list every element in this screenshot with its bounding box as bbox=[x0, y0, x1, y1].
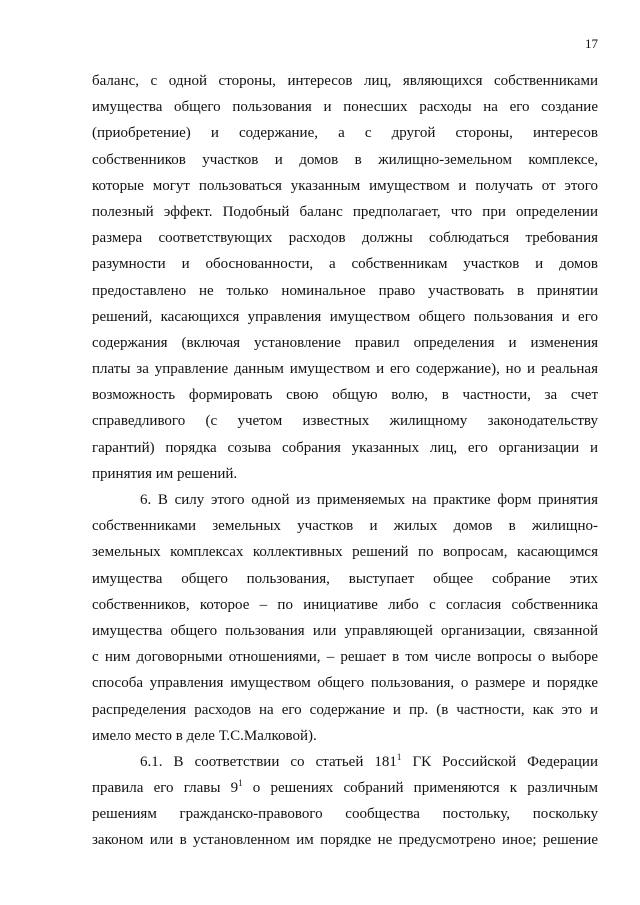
text-line: баланс, с одной стороны, интересов лиц, являющихся собственниками bbox=[92, 73, 598, 89]
text-line: имело место в деле Т.С.Малковой). bbox=[92, 727, 317, 744]
text-line: решениям гражданско-правового сообщества постольку, поскольку bbox=[92, 806, 598, 823]
document-body bbox=[92, 68, 598, 854]
text-line: собственников участков и домов в жилищно-земельном комплексе, bbox=[92, 151, 598, 168]
text-line: способа управления имуществом общего пользования, о размере и порядке bbox=[92, 675, 598, 692]
text-line: содержания (включая установление правил определения и изменения bbox=[92, 334, 598, 351]
paragraph-6 bbox=[92, 487, 598, 749]
text-line: земельных комплексах коллективных решений по вопросам, касающимся bbox=[92, 544, 598, 561]
text-line: (приобретение) и содержание, а с другой стороны, интересов bbox=[92, 125, 598, 142]
text-line: законом или в установленном им порядке не предусмотрено иное; решение bbox=[92, 832, 598, 849]
text-line: полезный эффект. Подобный баланс предполагает, что при определении bbox=[92, 203, 598, 220]
text-line: предоставлено не только номинальное право участвовать в принятии bbox=[92, 282, 598, 299]
superscript: 1 bbox=[238, 778, 243, 789]
text-line: решений, касающихся управления имуществом общего пользования и его bbox=[92, 308, 598, 325]
text-line: гарантий) порядка созыва собрания указанных лиц, его организации и bbox=[92, 439, 598, 456]
text-line: имущества общего пользования, выступает общее собрание этих bbox=[92, 570, 598, 587]
text-line: принятия им решений. bbox=[92, 465, 238, 482]
paragraph-6-1 bbox=[92, 749, 598, 854]
text-line: возможность формировать свою общую волю, в частности, за счет bbox=[92, 387, 598, 404]
text-fragment: ГК Российской Федерации bbox=[401, 753, 598, 770]
text-line: 6. В силу этого одной из применяемых на практике форм принятия bbox=[140, 492, 598, 508]
text-line: имущества общего пользования или управляющей организации, связанной bbox=[92, 622, 598, 639]
page-number: 17 bbox=[585, 36, 598, 51]
superscript: 1 bbox=[396, 751, 402, 762]
paragraph-continuation bbox=[92, 68, 598, 487]
text-line: платы за управление данным имуществом и его содержание), но и реальная bbox=[92, 361, 598, 378]
text-line: размера соответствующих расходов должны соблюдаться требования bbox=[92, 230, 598, 247]
text-line: разумности и обоснованности, а собственникам участков и домов bbox=[92, 256, 598, 273]
text-line: с ним договорными отношениями, – решает в том числе вопросы о выборе bbox=[92, 649, 598, 666]
text-line: распределения расходов на его содержание и пр. (в частности, как это и bbox=[92, 701, 598, 718]
text-line bbox=[92, 749, 598, 775]
text-line: собственников, которое – по инициативе либо с согласия собственника bbox=[92, 596, 598, 613]
text-line bbox=[92, 775, 598, 801]
text-line: собственниками земельных участков и жилых домов в жилищно- bbox=[92, 518, 598, 535]
text-line: справедливого (с учетом известных жилищному законодательству bbox=[92, 413, 598, 430]
text-fragment: о решениях собраний применяются к различным bbox=[242, 780, 598, 797]
text-line: которые могут пользоваться указанным имуществом и получать от этого bbox=[92, 177, 598, 194]
text-fragment: правила его главы 9 bbox=[92, 780, 239, 797]
text-fragment: 6.1. В соответствии со статьей 181 bbox=[140, 753, 397, 770]
text-line: имущества общего пользования и понесших расходы на его создание bbox=[92, 99, 598, 116]
